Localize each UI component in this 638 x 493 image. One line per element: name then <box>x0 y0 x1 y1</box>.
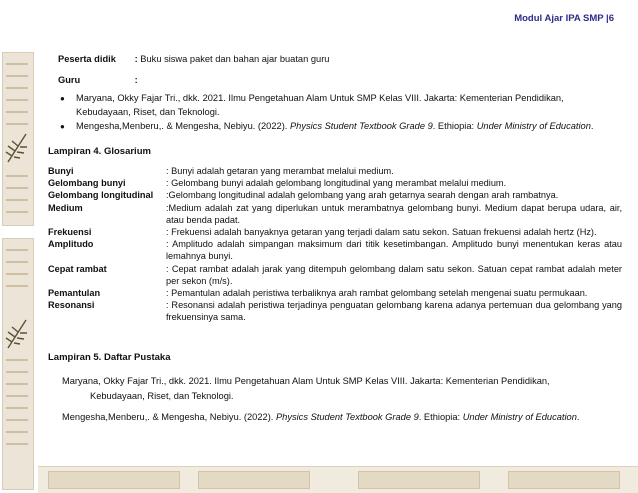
table-row: Amplitudo : Amplitudo adalah simpangan maksimum dari titik kesetimbangan. Amplitudo bunyi menentukan keras atau lemahnya bunyi. <box>48 239 622 262</box>
glosarium-title: Lampiran 4. Glosarium <box>48 146 151 157</box>
bibliography-entry: Maryana, Okky Fajar Tri., dkk. 2021. Ilmu Pengetahuan Alam Untuk SMP Kelas VIII. Jakarta: Kementerian Pendidikan, Kebudayaan, Riset, dan Teknologi. <box>62 376 550 401</box>
peserta-label: Peserta didik <box>58 54 116 64</box>
table-row: Gelombang longitudinal :Gelombang longitudinal adalah gelombang yang arah getarnya searah dengan arah rambatnya. <box>48 190 559 201</box>
guru-row <box>58 75 138 85</box>
reference-list <box>60 92 620 135</box>
peserta-colon: : <box>134 54 138 64</box>
decorative-left-border <box>0 0 36 493</box>
list-item: ● Maryana, Okky Fajar Tri., dkk. 2021. Ilmu Pengetahuan Alam Untuk SMP Kelas VIII. Jakarta: Kementerian Pendidikan, Kebudayaan, Riset, dan Teknologi. <box>60 92 620 119</box>
module-header: Modul Ajar IPA SMP |6 <box>514 13 614 24</box>
bibliography-entry: Mengesha,Menberu,. & Mengesha, Nebiyu. (2022). Physics Student Textbook Grade 9. Ethiopia: Under Ministry of Education. <box>62 412 580 422</box>
table-row: Frekuensi : Frekuensi adalah banyaknya getaran yang terjadi dalam satu sekon. Satuan frekuensi adalah hertz (Hz). <box>48 227 597 238</box>
table-row: Gelombang bunyi : Gelombang bunyi adalah gelombang longitudinal yang merambat melalui medium. <box>48 178 507 189</box>
pustaka-title: Lampiran 5. Daftar Pustaka <box>48 352 171 363</box>
table-row: Resonansi : Resonansi adalah peristiwa terjadinya penguatan gelombang karena adanya pertemuan dua gelombang yang frekuensinya sama. <box>48 300 622 323</box>
peserta-row <box>58 54 329 64</box>
table-row: Pemantulan : Pemantulan adalah peristiwa terbaliknya arah rambat gelombang setelah mengenai suatu permukaan. <box>48 288 588 299</box>
decorative-bottom-strip <box>38 466 638 493</box>
table-row: Cepat rambat : Cepat rambat adalah jarak yang ditempuh gelombang dalam satu sekon. Satuan cepat rambat adalah meter per sekon (m/s). <box>48 263 622 286</box>
peserta-value: Buku siswa paket dan bahan ajar buatan guru <box>140 54 330 64</box>
paper-strip-bottom <box>2 238 34 490</box>
list-item: ● Mengesha,Menberu,. & Mengesha, Nebiyu. (2022). Physics Student Textbook Grade 9. Ethiopia: Under Ministry of Education. <box>60 120 620 134</box>
fern-icon <box>4 318 30 350</box>
table-row: Medium :Medium adalah zat yang diperlukan untuk merambatnya gelombang bunyi. Medium dapat berupa udara, air, atau benda padat. <box>48 202 622 225</box>
table-row: Bunyi : Bunyi adalah getaran yang merambat melalui medium. <box>48 166 394 176</box>
glossary-table <box>48 165 622 324</box>
guru-colon: : <box>134 75 138 85</box>
guru-label: Guru <box>58 75 81 85</box>
fern-icon <box>4 132 30 164</box>
